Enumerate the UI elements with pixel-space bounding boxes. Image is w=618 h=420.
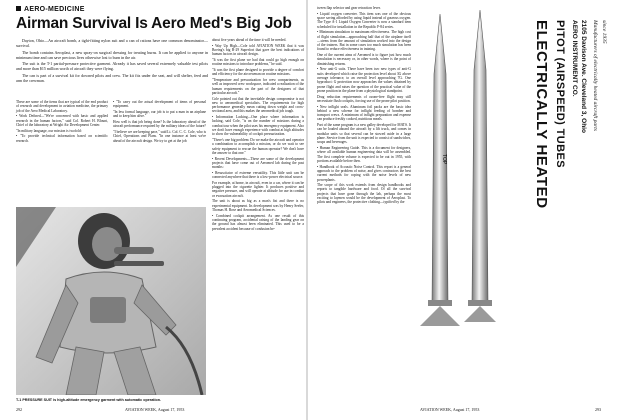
ad-address: 2105 Davison Ave. Cleveland 3, Ohio	[580, 20, 587, 133]
paragraph: "Temperature and pressurization for crew compartments, as well as improved crew workspace, indicated a realization of the human requirements on the part of the designers of that particular aircraft."	[212, 77, 304, 95]
paragraph: • Handbook of Acoustic Noise Control. This report is a general approach to the problem of noise, and gives contractors the best current methods for coping with the noise levels of new powerplants.	[317, 164, 411, 182]
page-number-right: 293	[595, 407, 601, 412]
pressure-suit-photo	[16, 207, 206, 395]
paragraph: • Liquid oxygen converter. This item was one of the obvious space saving afforded by using liquid instead of gaseous oxygen. The Type A-1 Liquid Oxygen Converter is now a standard item scheduled for installation in the Republic F-84 series.	[317, 11, 411, 29]
text-column-1	[16, 100, 108, 144]
paragraph: How well is that job being done? Is the laboratory ahead of the aircraft performance required by the military ideas of the future?	[113, 119, 206, 129]
paragraph: "It was the first plane we had that could go high enough on routine missions to introduce problems," he said.	[212, 57, 304, 67]
section-label-text: AERO-MEDICINE	[24, 6, 85, 13]
text-column-3	[212, 38, 304, 232]
paragraph: • Information Lacking—One place where information is lacking, said Cole, "is on the number of missions during a combat tour when the pilot uses his emergency equipment. Also we don't have enough experience with combat at high altitudes to show the vulnerability of cockpit pressurization.	[212, 115, 304, 137]
paragraph: • Way Up High—Cole told AVIATION WEEK that it was Boeing's big B-29 Superfort that gave the best indications of human factors in aircraft design.	[212, 43, 304, 57]
paragraph: "I believe we are keeping pace," said Lt. Col. C. C. Cole, who is Chief, Operations and Plans. "In one instance at least we're ahead of the aircraft design. We try to get at the job	[113, 129, 206, 143]
ad-subheading: PITOT (AIRSPEED) TUBES	[554, 20, 566, 168]
footer-right: AVIATION WEEK, August 17, 1953	[420, 407, 480, 412]
ad-tagline-2: since 1935	[601, 20, 607, 44]
paragraph: These are some of the items that are typical of the end product of research and development in aviation medicine, the primary job of the Aero Medical Laboratory.	[16, 100, 108, 113]
text-column-2	[113, 100, 206, 144]
lead-paragraph: The can is part of a survival kit for downed pilots and crew. The kit fits under the seat, and will shelter, feed and arm the crewman.	[16, 72, 208, 83]
ad-heading: ELECTRICALLY HEATED	[533, 20, 550, 209]
paragraph: "In military language, our mission is twofold:	[16, 128, 82, 133]
paragraph: "It was the first plane designed to provide a degree of comfort and efficiency for the aircrewman on routine missions.	[212, 67, 304, 77]
paragraph: about five years ahead of the time it will be needed.	[212, 38, 287, 42]
page-number-left: 292	[16, 407, 22, 412]
paragraph: • Work Defined—"We're concerned with basic and applied research in the human factors," said Col. Robert H. Blount, Chief of the laboratory at Wright Air Development Center.	[16, 114, 108, 127]
ad-company: AERO INSTRUMENT CO.	[571, 20, 578, 97]
pressure-suit-illustration	[16, 207, 206, 395]
paragraph: • "To provide technical information based on scientific research.	[16, 134, 108, 143]
photo-caption: T-1 PRESSURE SUIT is high-altitude emergency garment with automatic operation.	[16, 398, 162, 402]
paragraph: • Combined cockpit arrangement. As one result of this continuing program, accidental raising of the landing gear on the ground has almost been eliminated. This used to be a prevalent accident because of confusion be-	[212, 213, 304, 231]
paragraph: • New inflight seals. Aluminum foil packs are the basic idea behind a new scheme for inflight feeding of bomber and transport crews. A minimum of inflight preparation and expense can produce freshly cooked, nutritious meals.	[317, 104, 411, 122]
pitot-tube-illustration	[410, 4, 502, 334]
paragraph: • Resuscitator of extreme versatility. This little unit can be connected anywhere that there is a low-power electrical source.	[212, 170, 304, 180]
paragraph: • "To carry out the actual development of items of personal equipment.	[113, 100, 206, 109]
paragraph: • New anti-G suits. There have been two new types of anti-G suits developed which raise the protection level about 3G above average tolerance, to an overall level approaching 7G. One byproduct: G protection now approaches the values obtained by prone flight and raises the question of the practical value of the prone position in the plane from a physiological standpoint.	[317, 67, 411, 93]
paragraph: Part of the same program is a new galley developed for MATS. It can be loaded aboard the aircraft by a lift truck, and comes in modular units so that several can be stowed aside in a large plane. Service from the unit is expected to consist of sandwiches, soups and beverages.	[317, 123, 411, 145]
pitot-tube-right	[464, 10, 496, 322]
paragraph: The unit is about as big as a man's fist and there is no experimental equipment. Its development was by Henry Seeler, Thomas H. Rose and Aeromedical Sciences.	[212, 199, 304, 212]
paragraph: For example, at home, in aircraft, even in a car, where it can be plugged into the cigarette lighter. It produces positive and negative pressure, and will operate at altitude for use in combat or evacuation aircraft.	[212, 180, 304, 198]
text-column-4	[317, 6, 411, 206]
ad-tagline: Manufacturers of electrically heated aircraft parts	[592, 20, 598, 131]
paragraph: "In less formal language, our job is to put a man in an airplane and to keep him alive."	[113, 109, 206, 119]
paragraph: • Recent Developments—These are some of the development projects that have come out of Aeromed lab during the past months:	[212, 156, 304, 170]
page-gutter	[306, 0, 308, 420]
section-label	[16, 6, 85, 13]
paragraph: • Minimum simulation to maximum effectiveness. The high cost of flight simulation—approaching half that of the airplane itself—stems from the amount of simulation worked into the design of the trainers. But in some cases too much simulation has been found to reduce effectiveness in training.	[317, 30, 411, 52]
pitot-tube-left	[420, 14, 460, 326]
probe-label: TOP	[441, 154, 447, 165]
paragraph: "There's one big problem: Do we make the aircraft and operator a combination to accomplish a mission, or do we wait to see safety equipment to rescue the human operator? We don't have the answer to that one."	[212, 137, 304, 155]
paragraph: Cole pointed out that the inevitable design compromise is not new to aeromedical specialists. The requirements for high performance generally mean cutting down weight and cross-sectional area, and this makes the aeromedical job tough.	[212, 96, 304, 114]
paragraph: The scope of this work extends from design handbooks and reports to tangible hardware and food. Of all the survival projects that have gone through the lab, perhaps the most exciting to laymen would be the development of Aeroplast. To pilots and engineers, the protective clothing—typified by the	[317, 183, 411, 205]
lead-paragraph: The bomb contains Aeroplast, a new spray-on surgical dressing for treating burns. It can be applied to anyone in minimum time and can save precious lives otherwise lost to burn in the air.	[16, 49, 208, 60]
paragraph: • Human Engineering Guide. This is a document for designers, where all available human engineering data will be assembled. The first complete volume is expected to be out in 1955, with portions available before then.	[317, 146, 411, 163]
paragraph: tween flap selector and gear retraction lever.	[317, 6, 381, 10]
lead-paragraph: Dayton, Ohio—An aircraft bomb, a tight-fitting nylon suit and a can of rations have one common denominator—survival.	[16, 38, 208, 48]
paragraph: Drug reduction requirements of ozone-free flight may still necessitate flush cockpits, forcing use of the prone pilot position.	[317, 94, 411, 103]
lead-paragraphs	[16, 38, 208, 84]
paragraph: One of the current aims of Aeromed is to figure just how much simulation is necessary or, in other words, where is the point of diminishing returns.	[317, 53, 411, 66]
pitot-tube-advertisement	[507, 0, 618, 396]
footer-left: AVIATION WEEK, August 17, 1953	[125, 407, 185, 412]
section-square-icon	[16, 6, 21, 11]
lead-paragraph: The suit is the T-1 partial-pressure protective garment. Already it has saved several extremely valuable test pilots and more than $15 million worth of aircraft they were flying.	[16, 61, 208, 71]
page-headline: Airman Survival Is Aero Med's Big Job	[16, 15, 292, 32]
